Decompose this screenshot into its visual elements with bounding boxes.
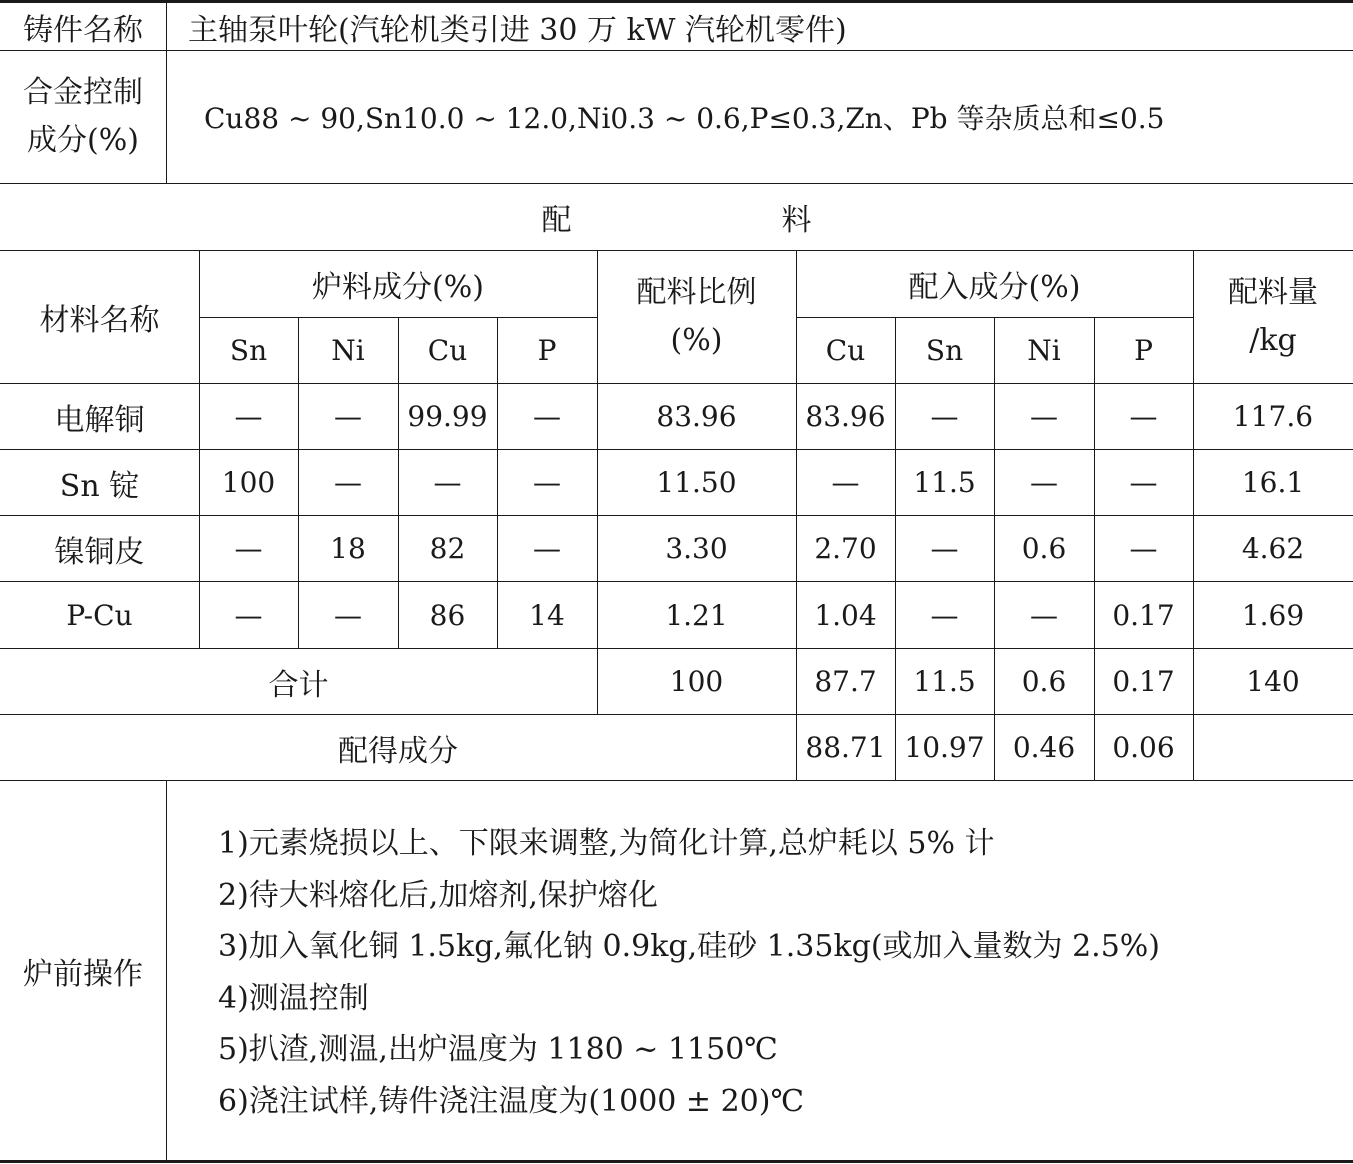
charge-col-header: Sn [229, 334, 268, 367]
amount-header-line2: /kg [1249, 323, 1297, 358]
operation-step: 4)测温控制 [218, 980, 369, 1016]
alloy-label-line1: 合金控制 [23, 75, 143, 110]
added-cell: — [1129, 532, 1158, 565]
added-cell: 11.5 [913, 466, 976, 499]
charge-cell: — [334, 598, 362, 632]
ratio-header-line2: (%) [670, 323, 723, 358]
total-label: 合计 [268, 667, 329, 703]
charge-composition-header: 炉料成分(%) [312, 270, 484, 305]
amount-header-line1: 配料量 [1228, 275, 1318, 310]
ratio-cell: 3.30 [665, 532, 728, 565]
ratio-header [597, 251, 796, 383]
total-added: 0.17 [1112, 665, 1175, 698]
result-added: 10.97 [904, 731, 985, 764]
ratio-header-line1: 配料比例 [636, 275, 757, 310]
total-added: 87.7 [814, 665, 877, 698]
material-name-cell: P-Cu [66, 598, 133, 632]
charge-cell: — [234, 532, 263, 565]
total-added: 0.6 [1021, 665, 1067, 698]
added-composition-header: 配入成分(%) [908, 270, 1081, 305]
casting-name-value: 主轴泵叶轮(汽轮机类引进 30 万 kW 汽轮机零件) [188, 12, 847, 48]
added-cell: 2.70 [814, 532, 877, 565]
added-cell: — [1129, 400, 1158, 433]
charge-cell: 100 [221, 466, 276, 499]
alloy-label-line2: 成分(%) [27, 123, 139, 158]
charge-col-header: P [537, 334, 557, 367]
material-name-header: 材料名称 [39, 303, 160, 338]
added-cell: 83.96 [805, 400, 886, 433]
total-amount: 140 [1246, 665, 1300, 698]
total-added: 11.5 [913, 665, 976, 698]
operation-step: 6)浇注试样,铸件浇注温度为(1000 ± 20)℃ [218, 1083, 805, 1119]
rule-bottom [0, 1160, 1353, 1163]
charge-cell: — [234, 400, 263, 433]
added-cell: — [1030, 466, 1058, 499]
total-ratio: 100 [669, 665, 724, 698]
added-col-header: Cu [825, 334, 866, 367]
charge-cell: 99.99 [407, 400, 488, 433]
charge-cell: — [433, 466, 462, 499]
casting-name-label: 铸件名称 [23, 12, 143, 48]
charge-cell: — [334, 466, 362, 499]
alloy-composition-value: Cu88 ~ 90,Sn10.0 ~ 12.0,Ni0.3 ~ 0.6,P≤0.3,Zn、Pb 等杂质总和≤0.5 [204, 102, 1165, 135]
material-name-cell: 镍铜皮 [54, 534, 145, 570]
added-cell: 0.6 [1021, 532, 1067, 565]
operation-step: 5)扒渣,测温,出炉温度为 1180 ~ 1150℃ [218, 1032, 778, 1067]
charge-cell: 82 [429, 532, 466, 565]
amount-header [1193, 251, 1353, 383]
operation-step: 3)加入氧化铜 1.5kg,氟化钠 0.9kg,硅砂 1.35kg(或加入量数为 2.5%) [218, 929, 1160, 964]
rule [0, 780, 1353, 781]
material-name-cell: 电解铜 [54, 402, 145, 438]
result-label: 配得成分 [338, 733, 458, 769]
added-col-header: P [1134, 334, 1153, 367]
amount-cell: 117.6 [1232, 400, 1314, 433]
operations-label: 炉前操作 [23, 956, 143, 992]
operations-steps [218, 818, 1160, 1127]
alloy-composition-label [0, 51, 166, 183]
added-cell: — [930, 532, 959, 565]
charge-cell: — [334, 400, 362, 433]
charge-cell: — [533, 400, 561, 433]
added-cell: 0.17 [1112, 598, 1175, 632]
charge-col-header: Ni [331, 334, 365, 367]
rule-v [166, 0, 167, 184]
added-cell: — [1129, 466, 1158, 499]
result-added: 0.46 [1012, 731, 1076, 764]
added-cell: — [930, 400, 959, 433]
amount-cell: 1.69 [1241, 598, 1305, 632]
charge-col-header: Cu [427, 334, 468, 367]
section-title: 配 料 [541, 203, 812, 238]
added-cell: — [1030, 598, 1058, 632]
added-cell: — [930, 598, 959, 632]
operation-step: 2)待大料熔化后,加熔剂,保护熔化 [218, 877, 658, 913]
charge-cell: — [234, 598, 263, 632]
result-added: 88.71 [805, 731, 886, 764]
result-amount [1193, 715, 1353, 780]
charge-cell: — [533, 532, 561, 565]
ratio-cell: 11.50 [656, 466, 737, 499]
ratio-cell: 1.21 [665, 598, 728, 632]
charge-cell: 86 [429, 598, 466, 632]
operation-step: 1)元素烧损以上、下限来调整,为简化计算,总炉耗以 5% 计 [218, 826, 995, 861]
ratio-cell: 83.96 [656, 400, 737, 433]
charge-cell: 18 [330, 532, 366, 565]
added-col-header: Sn [925, 334, 964, 367]
added-col-header: Ni [1027, 334, 1061, 367]
charge-cell: — [533, 466, 561, 499]
added-cell: 1.04 [814, 598, 877, 632]
amount-cell: 4.62 [1241, 532, 1305, 565]
amount-cell: 16.1 [1241, 466, 1305, 499]
material-name-cell: Sn 锭 [59, 468, 140, 504]
added-cell: — [831, 466, 860, 499]
result-added: 0.06 [1112, 731, 1175, 764]
rule-v [166, 780, 167, 1161]
charge-cell: 14 [529, 598, 565, 632]
added-cell: — [1030, 400, 1058, 433]
